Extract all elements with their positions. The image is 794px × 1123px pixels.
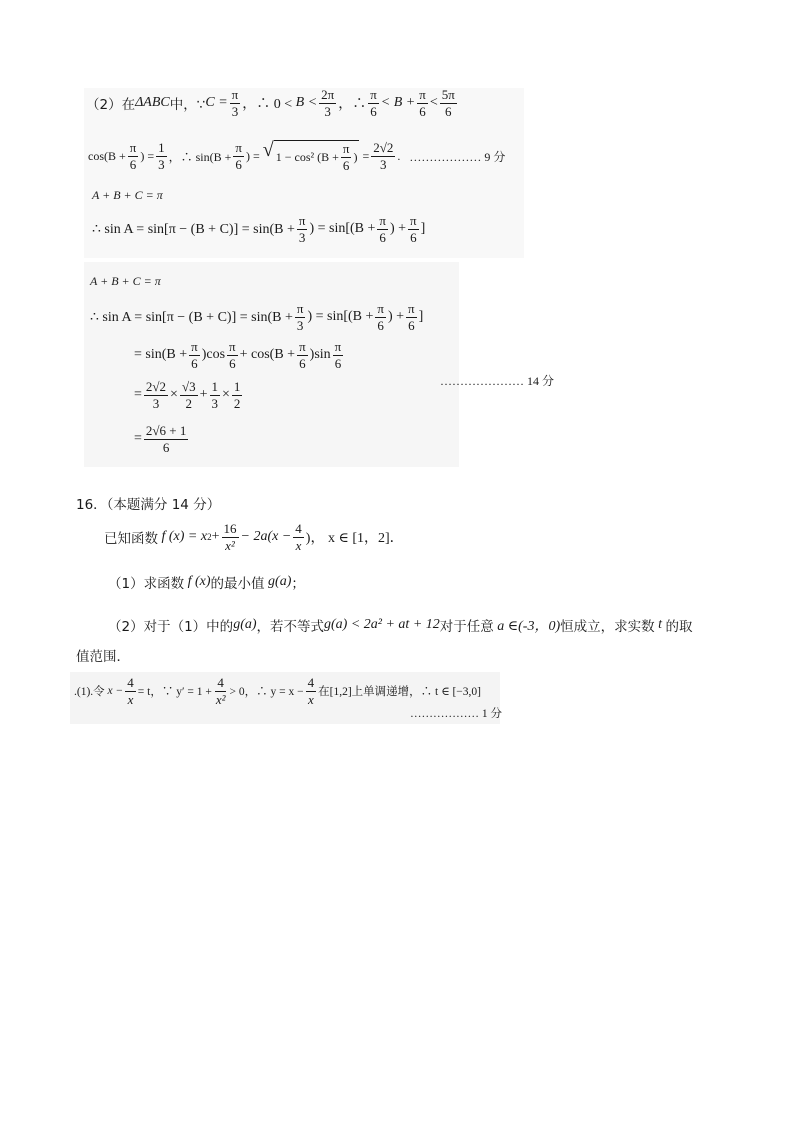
fraction: $\frac{\pi}{3}$ <box>296 301 304 333</box>
sin-a-line-1: ∴ sin A = sin[π − (B + C)] = sin(B + $\frac{\pi}{3}$ ) = sin[(B + $\frac{\pi}{6}$ ) + $\frac{\pi}{6}$ ] <box>92 213 426 245</box>
question-16-part2: （2）对于（1）中的 g(a) ，若不等式 g(a) < 2a² + at + 12 对于任意 a ∈(-3，0) 恒成立，求实数 t 的取 <box>108 617 693 635</box>
solution-line: .(1).令 x − $\frac{4}{x}$ = t，∵ y′ = 1 + $\frac{4}{\text{x²}}$ > 0，∴ y = x − $\frac{4}{x}$ 在[1,2]上单调递增，∴ t ∈ [−3,0] <box>74 675 481 707</box>
numeric-line: = $\frac{2√2}{3}$ × $\frac{√3}{2}$ + $\frac{1}{3}$ × $\frac{1}{2}$ <box>134 379 241 411</box>
fraction: $\frac{\pi}{6}$ <box>235 140 242 172</box>
question-16-part2-cont: 值范围． <box>76 649 130 665</box>
score-9: ……………… 9 分 <box>409 149 506 164</box>
fraction: $\frac{2√2}{3}$ <box>373 140 394 172</box>
fraction: $\frac{16}{\text{x²}}$ <box>223 521 237 553</box>
fraction: $\frac{\pi}{6}$ <box>191 339 198 371</box>
fraction: $\frac{4}{x}$ <box>295 521 302 553</box>
fraction: $\frac{\pi}{6}$ <box>299 339 306 371</box>
fraction: $\frac{4}{\text{x²}}$ <box>215 675 226 707</box>
fraction: $\frac{\pi}{6}$ <box>334 339 342 371</box>
fraction: $\frac{4}{x}$ <box>127 675 134 707</box>
square-root: √ 1 − cos² (B + $\frac{\pi}{6}$ ) <box>262 139 358 173</box>
fraction: $\frac{\pi}{6}$ <box>408 301 415 333</box>
angle-sum-2: A + B + C = π <box>90 274 161 288</box>
fraction: $\frac{4}{x}$ <box>307 675 315 707</box>
question-16-stem: 已知函数 f (x) = x 2 + $\frac{16}{\text{x²}}$ − 2a(x − $\frac{4}{x}$ )， x ∈ [1，2]． <box>104 521 404 553</box>
fraction: $\frac{\pi}{3}$ <box>298 213 306 245</box>
fraction: $\frac{\pi}{6}$ <box>129 140 137 172</box>
fraction: $\frac{5\pi}{6}$ <box>441 87 455 119</box>
fraction: $\frac{\pi}{3}$ <box>231 87 239 119</box>
expand-line: = sin(B + $\frac{\pi}{6}$ )cos $\frac{\pi}{6}$ + cos(B + $\frac{\pi}{6}$ )sin $\frac{\pi}{6}$ <box>134 339 342 371</box>
fraction: $\frac{2\pi}{3}$ <box>321 87 335 119</box>
part2-line2: cos(B + $\frac{\pi}{6}$ ) = $\frac{1}{3}$ ，∴ sin(B + $\frac{\pi}{6}$ ) = √ 1 − cos² (B + $\frac{\pi}{6}$ ) = $\frac{2√2}{3}$ . ……………… 9 分 <box>88 139 506 173</box>
score-1: ……………… 1 分 <box>410 708 502 720</box>
fraction: $\frac{\pi}{6}$ <box>377 301 384 333</box>
part2-line1: （2）在 ΔABC 中，∵ C = $\frac{\pi}{3}$ ，∴ 0 < B < $\frac{2\pi}{3}$ ，∴ $\frac{\pi}{6}$ < B + $\frac{\pi}{6}$ < $\frac{5\pi}{6}$ <box>86 87 455 119</box>
fraction: $\frac{2√6 + 1}{6}$ <box>145 423 187 455</box>
fraction: $\frac{\pi}{6}$ <box>379 213 386 245</box>
fraction: $\frac{\pi}{6}$ <box>229 339 236 371</box>
fraction: $\frac{\pi}{6}$ <box>419 87 426 119</box>
fraction: $\frac{2√2}{3}$ <box>145 379 167 411</box>
sin-a-line-2: ∴ sin A = sin[π − (B + C)] = sin(B + $\frac{\pi}{3}$ ) = sin[(B + $\frac{\pi}{6}$ ) + $\frac{\pi}{6}$ ] <box>90 301 424 333</box>
angle-sum-1: A + B + C = π <box>92 188 163 202</box>
score-14: ………………… 14 分 <box>440 374 555 388</box>
fraction: $\frac{\pi}{6}$ <box>410 213 417 245</box>
final-result: = $\frac{2√6 + 1}{6}$ <box>134 423 187 455</box>
fraction: $\frac{√3}{2}$ <box>181 379 196 411</box>
fraction: $\frac{1}{3}$ <box>211 379 218 411</box>
fraction: $\frac{\pi}{6}$ <box>342 141 350 173</box>
fraction: $\frac{1}{3}$ <box>158 140 165 172</box>
question-16-title: 16．（本题满分 14 分） <box>76 497 221 513</box>
question-16-part1: （1）求函数 f (x) 的最小值 g(a) ； <box>108 574 305 592</box>
fraction: $\frac{\pi}{6}$ <box>370 87 377 119</box>
fraction: $\frac{1}{2}$ <box>233 379 241 411</box>
